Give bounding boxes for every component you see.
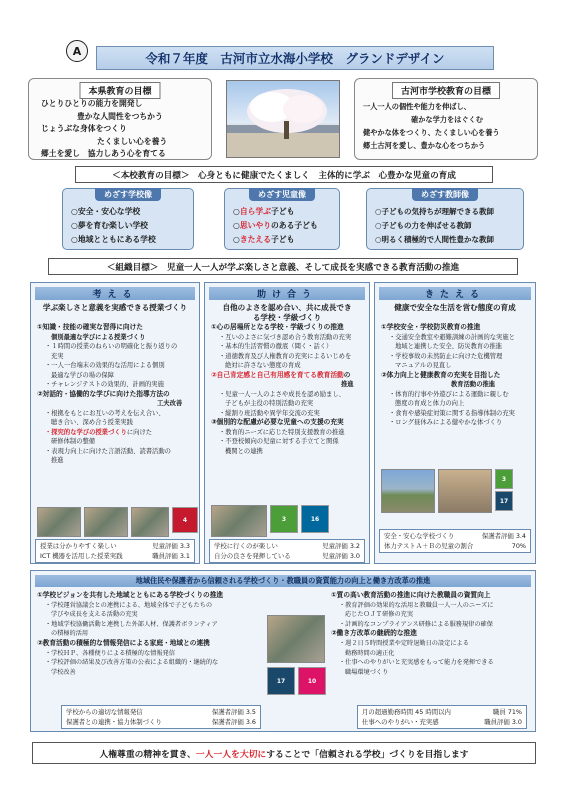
- list-item: ・不登校傾向の児童に対する手立てと関係: [219, 438, 339, 445]
- prefecture-goal-box: [28, 78, 212, 160]
- list-item: 応じたＯＪＴ研修の充実: [345, 611, 414, 619]
- list-item: ②自己肯定感と自己有用感を育てる教育活動の: [211, 370, 351, 379]
- cherry-tree-image: [227, 81, 340, 158]
- column-help-body: [211, 323, 365, 456]
- org-goal-banner: ＜組織目標＞ 児童一人一人が学ぶ楽しさと意義、そして成長を実感できる教育活動の推進: [48, 258, 518, 275]
- list-item: ・互いのよさに気づき認め合う教育活動の充実: [219, 333, 352, 341]
- goal-line: 郷土を愛し 協力しあう心を育てる: [41, 149, 166, 158]
- list-item: ・縦割り班活動や異学年交流の充実: [219, 409, 320, 417]
- list-item: 充実: [51, 352, 64, 360]
- list-item: ・チャレンジテストの効果的、計画的実施: [45, 381, 164, 388]
- goal-line: ひとりひとりの能力を開発し: [41, 99, 143, 108]
- list-item: 聴き合い、深め合う授業実践: [51, 419, 133, 426]
- community-right-evaluation: 月の超過勤務時間 45 時間以内 職員 71% 仕事へのやりがい・充実感 職員評価 3.0: [357, 705, 527, 729]
- list-item: ・児童一人一人のよさや成長を認め励まし、: [219, 390, 345, 398]
- target-teacher-box: [366, 188, 524, 250]
- goal-line: たくましい心を養う: [97, 136, 168, 146]
- column-help: [204, 282, 370, 564]
- community-sdg-icons: [267, 667, 326, 695]
- list-item: 態度の育成と体力の向上: [395, 400, 465, 407]
- list-item: 個別最適な学びによる授業づくり: [51, 333, 146, 341]
- list-item: ・探究的な学びの授業づくりに向けた: [45, 428, 153, 436]
- target-school-heading: めざす学校像: [95, 188, 161, 201]
- list-item: 最適な学びの場の保障: [51, 371, 114, 379]
- list-item: ・学校評価の結果及び改善方策の公表による組織的・継続的な: [45, 659, 219, 667]
- column-help-subtitle: 自他のよさを認め合い、共に成長できる学校・学級づくり: [222, 303, 352, 322]
- sdg-4-icon: 4: [172, 507, 198, 533]
- list-item: ①質の高い教育活動の推進に向けた教職員の資質向上: [331, 591, 491, 599]
- community-panel: [30, 570, 536, 732]
- list-item: ○夢を育む楽しい学校: [71, 221, 148, 230]
- column-train: [374, 282, 536, 564]
- list-item: ②体力向上と健康教育の充実を目指した: [381, 370, 501, 379]
- list-item: 勤務時間の適正化: [345, 649, 395, 657]
- list-item: ・学校ＨＰ、各種便りによる積極的な情報発信: [45, 649, 175, 657]
- list-item: ・基本的生活習慣の徹底（聞く・話く）: [219, 343, 333, 350]
- list-item: ・計画的なコンプライアンス研修による服務規律の確保: [339, 620, 493, 628]
- target-teacher-heading: めざす教師像: [412, 188, 478, 201]
- community-banner: 地域住民や保護者から信頼される学校づくり・教職員の資質能力の向上と働き方改革の推進: [35, 575, 531, 587]
- sdg-17-icon: 17: [495, 491, 513, 511]
- target-school-box: [62, 188, 194, 250]
- column-help-heading: 助け合う: [209, 287, 365, 300]
- list-item: ①知識・技能の確実な習得に向けた: [37, 323, 143, 331]
- list-item: 学校改善: [51, 668, 76, 676]
- sports-photo: [381, 469, 435, 513]
- list-item: 絶対に許さない態度の育成: [225, 362, 301, 369]
- school-emblem-icon: A: [66, 40, 88, 62]
- goal-line: 確かな学力をはぐくむ: [411, 115, 483, 124]
- list-item: ・表現力向上に向けた言語活動、読書活動の: [45, 447, 171, 455]
- list-item: 工夫改善: [157, 400, 183, 407]
- list-item: 学びや成長を支える活動の充実: [51, 611, 138, 619]
- prefecture-goal-heading: 本県教育の目標: [79, 82, 160, 99]
- sports-photo: [438, 469, 492, 513]
- sdg-3-icon: 3: [495, 469, 513, 489]
- sdg-10-icon: 10: [298, 667, 326, 695]
- goal-line: 健やかな体をつくり、たくましい心を養う: [363, 128, 500, 137]
- column-think-body: [37, 323, 195, 466]
- list-item: ○地域とともにある学校: [71, 235, 156, 244]
- sdg-16-icon: 16: [301, 505, 329, 533]
- list-item: 職場環境づくり: [345, 668, 389, 676]
- list-item: 子どもが主役の特別活動の充実: [225, 400, 314, 407]
- community-photo: [267, 615, 325, 663]
- list-item: ②教育活動の積極的な情報発信による家庭・地域との連携: [37, 638, 210, 647]
- city-goal-box: [354, 78, 538, 160]
- list-item: ①学校ビジョンを共有した地域とともにある学校づくりの推進: [37, 591, 224, 599]
- target-teacher-list: [375, 205, 494, 247]
- list-item: ②対話的・協働的な学びに向けた指導方法の: [37, 389, 170, 398]
- goal-line: 郷土古河を愛し、豊かな心をつちかう: [363, 141, 486, 150]
- page-title: 令和７年度 古河市立水海小学校 グランドデザイン: [96, 46, 494, 70]
- column-think-photos: [37, 507, 198, 537]
- list-item: ○安全・安心な学校: [71, 207, 141, 216]
- footer-text: 人権尊重の精神を貫き、: [99, 749, 196, 760]
- list-item: ○明るく積極的で人間性豊かな教師: [375, 235, 495, 244]
- list-item: ○子どもの気持ちが理解できる教師: [375, 207, 495, 216]
- goal-line: じょうぶな身体をつくり: [41, 124, 127, 133]
- list-item: ・交通安全教室や避難訓練の計画的な実施と: [389, 333, 515, 341]
- column-think-subtitle: 学ぶ楽しさと意義を実感できる授業づくり: [42, 303, 188, 312]
- class-photo: [131, 507, 169, 537]
- list-item: ○きたえる子ども: [233, 235, 295, 244]
- list-item: ①学校安全・学校防災教育の推進: [381, 323, 481, 331]
- list-item: ・学校事故の未然防止に向けた危機管理: [389, 352, 503, 360]
- target-child-list: [233, 205, 318, 247]
- list-item: ・教育的ニーズに応じた特別支援教育の推進: [219, 428, 345, 436]
- list-item: ・体育的行事や外遊びによる運動に親しむ: [389, 390, 509, 398]
- column-train-evaluation: 安全・安心な学校づくり 保護者評価 3.4 体力テストＡ＋Ｂの児童の割合 70%: [379, 529, 531, 553]
- list-item: ・教育評価の効果的な活用と教職員一人一人のニーズに: [339, 601, 494, 609]
- column-think-heading: 考える: [35, 287, 195, 300]
- community-right-body: [331, 591, 531, 677]
- list-item: 機関との連携: [225, 447, 263, 455]
- column-train-body: [381, 323, 531, 428]
- sdg-3-icon: 3: [270, 505, 298, 533]
- column-train-subtitle: 健康で安全な生活を営む態度の育成: [394, 303, 516, 312]
- column-think: [30, 282, 200, 564]
- column-train-heading: きたえる: [379, 287, 531, 300]
- list-item: ・１時間の授業のねらいの明確化と振り返りの: [45, 343, 178, 350]
- list-item: ①心の居場所となる学校・学級づくりの推進: [211, 323, 344, 331]
- list-item: ・食育や感染症対策に関する指導体制の充実: [389, 409, 515, 417]
- list-item: 教育活動の推進: [451, 381, 496, 388]
- community-left-evaluation: 学校からの適切な情報発信 保護者評価 3.5 保護者との連携・協力体制づくり 保護者評価 3.6: [61, 705, 261, 729]
- list-item: 地域と連携した安全、防災教育の推進: [395, 343, 503, 350]
- goal-line: 一人一人の個性や能力を伸ばし、: [363, 102, 471, 111]
- class-photo: [84, 507, 128, 537]
- target-child-box: [224, 188, 340, 250]
- column-think-evaluation: 授業は分かりやすく楽しい 児童評価 3.3 ICT 機器を活用した授業実践 職員評価 3.1: [35, 539, 195, 563]
- school-goal-banner: ＜本校教育の目標＞ 心身ともに健康でたくましく 主体的に学ぶ 心豊かな児童の育成: [75, 166, 493, 183]
- goal-line: 豊かな人間性をつちかう: [77, 111, 163, 121]
- target-child-heading: めざす児童像: [249, 188, 315, 201]
- list-item: の積極的活用: [51, 630, 89, 638]
- list-item: マニュアルの見直し: [395, 362, 452, 369]
- footer-text: することで「信頼される学校」づくりを目指します: [266, 749, 469, 760]
- list-item: ・一人一台端末の効果的な活用による個別: [45, 362, 165, 369]
- list-item: ・週２日５時間授業や定時退勤日の設定による: [339, 639, 469, 647]
- list-item: ・仕事へのやりがいと充実感をもって能力を発揮できる: [339, 659, 494, 667]
- column-help-photos: [211, 505, 329, 537]
- list-item: ○自ら学ぶ子ども: [233, 207, 295, 216]
- list-item: 推進: [341, 381, 354, 388]
- sdg-17-icon: 17: [267, 667, 295, 695]
- class-photo: [211, 505, 267, 537]
- list-item: ・学校運営協議会との連携による、地域全体で子どもたちの: [45, 601, 213, 609]
- list-item: ○思いやりのある子ども: [233, 221, 318, 230]
- city-goal-heading: 古河市学校教育の目標: [392, 82, 500, 99]
- list-item: ・道徳教育及び人権教育の充実によるいじめを: [219, 352, 352, 360]
- list-item: ・ロング昼休みによる健やかな体づくり: [389, 419, 503, 426]
- footer-emphasis: 一人一人を大切に: [195, 749, 267, 760]
- list-item: ・地域学校協働活動と連携した外部人材、保護者ボランティア: [45, 620, 218, 628]
- class-photo: [37, 507, 81, 537]
- column-help-evaluation: 学校に行くのが楽しい 児童評価 3.2 自分の良さを発揮している 児童評価 3.0: [209, 539, 365, 563]
- prefecture-goal-lines: [37, 98, 209, 161]
- list-item: ②働き方改革の継続的な推進: [331, 629, 417, 638]
- target-school-list: [71, 205, 156, 247]
- list-item: 研修体制の整備: [51, 438, 96, 445]
- column-train-photos: [381, 469, 513, 513]
- list-item: ・根拠をもとにお互いの考えを伝え合い、: [45, 409, 165, 417]
- list-item: 推進: [51, 457, 64, 464]
- community-left-body: [37, 591, 267, 677]
- city-goal-lines: [363, 100, 535, 152]
- school-cherry-tree-photo: [226, 80, 340, 158]
- list-item: ○子どもの力を伸ばせる教師: [375, 221, 472, 230]
- list-item: ③個別的な配慮が必要な児童への支援の充実: [211, 418, 344, 426]
- footer-slogan: [32, 742, 536, 764]
